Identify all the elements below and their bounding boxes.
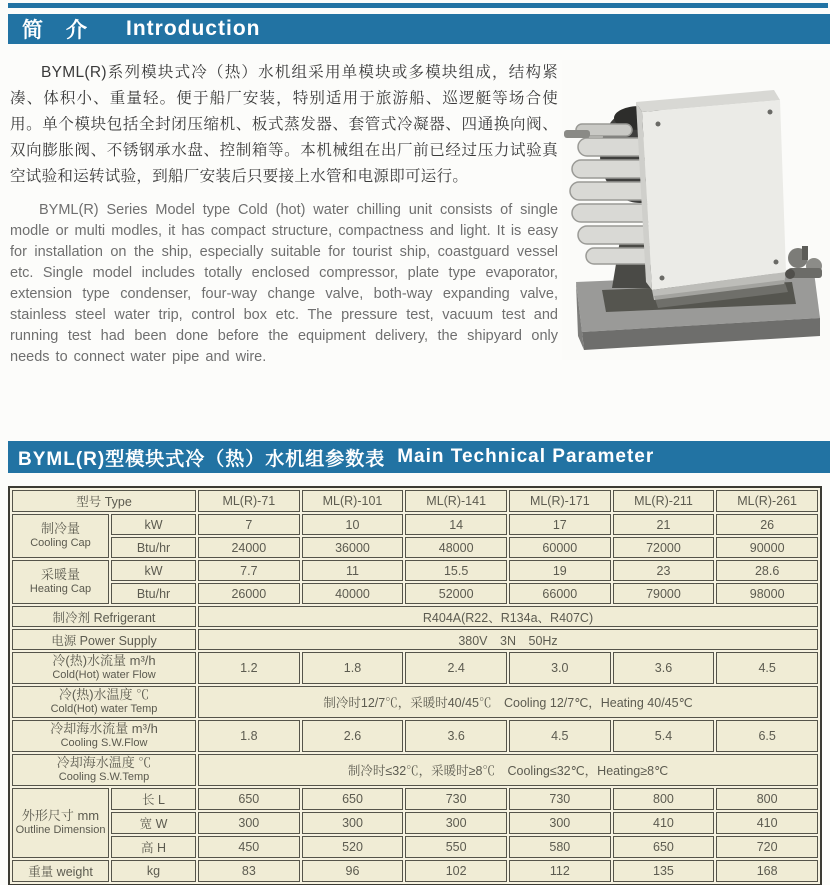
cell: 23 <box>613 560 715 581</box>
water-flow-label-en: Cold(Hot) water Flow <box>52 669 156 682</box>
refrigerant-value: R404A(R22、R134a、R407C) <box>198 606 818 627</box>
intro-text-column <box>10 52 558 368</box>
cell: 90000 <box>716 537 818 558</box>
cell: 550 <box>405 836 507 858</box>
type-header-cell: 型号 Type <box>12 490 196 512</box>
cell: 36000 <box>302 537 404 558</box>
cell: 2.4 <box>405 652 507 684</box>
intro-section-header <box>8 14 830 44</box>
seawater-temp-label-zh: 冷却海水温度 ℃ <box>56 755 152 771</box>
cell: 7 <box>198 514 300 535</box>
cell: 3.6 <box>613 652 715 684</box>
cell: 3.0 <box>509 652 611 684</box>
cell: 410 <box>613 812 715 834</box>
cell: 1.2 <box>198 652 300 684</box>
cell: 79000 <box>613 583 715 604</box>
heating-unit-kw: kW <box>111 560 196 581</box>
cooling-unit-btu: Btu/hr <box>111 537 196 558</box>
control-box <box>636 90 786 300</box>
heating-label <box>12 560 109 604</box>
row-weight <box>12 860 818 882</box>
cell: 96 <box>302 860 404 882</box>
cell: 1.8 <box>198 720 300 752</box>
row-refrigerant <box>12 606 818 627</box>
cell: 4.5 <box>716 652 818 684</box>
spec-table <box>8 486 822 885</box>
weight-label: 重量 weight <box>12 860 109 882</box>
cell: 112 <box>509 860 611 882</box>
row-power-supply <box>12 629 818 650</box>
seawater-temp-label-en: Cooling S.W.Temp <box>58 771 150 784</box>
cell: 15.5 <box>405 560 507 581</box>
cooling-label-zh: 制冷量 <box>40 521 80 537</box>
cell: 300 <box>509 812 611 834</box>
cell: 650 <box>198 788 300 810</box>
cell: 66000 <box>509 583 611 604</box>
cell: 26 <box>716 514 818 535</box>
cell: 300 <box>302 812 404 834</box>
row-seawater-flow <box>12 720 818 752</box>
width-unit: 宽 W <box>111 812 196 834</box>
intro-title-zh: 简 介 <box>22 19 88 42</box>
heating-label-en: Heating Cap <box>29 583 92 596</box>
cell: 102 <box>405 860 507 882</box>
parameter-section-header <box>8 441 830 473</box>
model-header-3: ML(R)-141 <box>405 490 507 512</box>
cooling-label-en: Cooling Cap <box>30 537 91 550</box>
cell: 580 <box>509 836 611 858</box>
cell: 6.5 <box>716 720 818 752</box>
cell: 450 <box>198 836 300 858</box>
seawater-temp-label <box>12 754 196 786</box>
cell: 5.4 <box>613 720 715 752</box>
weight-unit: kg <box>111 860 196 882</box>
seawater-flow-label-en: Cooling S.W.Flow <box>60 737 148 750</box>
cell: 10 <box>302 514 404 535</box>
cell: 72000 <box>613 537 715 558</box>
refrigerant-label: 制冷剂 Refrigerant <box>12 606 196 627</box>
cell: 1.8 <box>302 652 404 684</box>
product-photo <box>562 60 830 360</box>
cell: 730 <box>509 788 611 810</box>
seawater-temp-value: 制冷时≤32℃，采暖时≥8℃ Cooling≤32℃，Heating≥8℃ <box>198 754 818 786</box>
cell: 17 <box>509 514 611 535</box>
cell: 2.6 <box>302 720 404 752</box>
water-temp-label-en: Cold(Hot) water Temp <box>50 703 158 716</box>
cell: 800 <box>716 788 818 810</box>
cell: 650 <box>302 788 404 810</box>
model-header-6: ML(R)-261 <box>716 490 818 512</box>
dimensions-label-en: Outline Dimension <box>15 824 106 837</box>
cell: 28.6 <box>716 560 818 581</box>
cell: 4.5 <box>509 720 611 752</box>
cell: 48000 <box>405 537 507 558</box>
cell: 300 <box>405 812 507 834</box>
model-header-2: ML(R)-101 <box>302 490 404 512</box>
cell: 52000 <box>405 583 507 604</box>
cell: 3.6 <box>405 720 507 752</box>
row-heating-kw <box>12 560 818 581</box>
water-temp-label-zh: 冷(热)水温度 ℃ <box>58 687 150 703</box>
cell: 7.7 <box>198 560 300 581</box>
seawater-flow-label <box>12 720 196 752</box>
model-header-4: ML(R)-171 <box>509 490 611 512</box>
cell: 720 <box>716 836 818 858</box>
row-model-header <box>12 490 818 512</box>
intro-paragraph-zh: BYML(R)系列模块式冷（热）水机组采用单模块或多模块组成，结构紧凑、体积小、重量轻。便于船厂安装，特别适用于旅游船、巡逻艇等场合使用。单个模块包括全封闭压缩机、板式蒸发器、套管式冷凝器、四通换向阀、双向膨胀阀、不锈钢承水盘、控制箱等。本机械组在出厂前已经过压力试验真空试验和运转试验，到船厂安装后只要接上水管和电源即可运行。 <box>10 64 558 185</box>
cell: 24000 <box>198 537 300 558</box>
height-unit: 高 H <box>111 836 196 858</box>
row-dimension-height <box>12 836 818 858</box>
parameter-title-zh: BYML(R)型模块式冷（热）水机组参数表 <box>18 448 386 470</box>
cell: 300 <box>198 812 300 834</box>
model-header-5: ML(R)-211 <box>613 490 715 512</box>
power-label: 电源 Power Supply <box>12 629 196 650</box>
seawater-flow-label-zh: 冷却海水流量 m³/h <box>50 721 158 737</box>
cell: 83 <box>198 860 300 882</box>
parameter-title-en: Main Technical Parameter <box>397 446 655 467</box>
heating-label-zh: 采暖量 <box>40 567 80 583</box>
cell: 730 <box>405 788 507 810</box>
model-header-1: ML(R)-71 <box>198 490 300 512</box>
top-rule <box>8 3 828 8</box>
cell: 14 <box>405 514 507 535</box>
row-seawater-temp <box>12 754 818 786</box>
water-flow-label <box>12 652 196 684</box>
cooling-label <box>12 514 109 558</box>
dimensions-label-zh: 外形尺寸 mm <box>21 808 100 824</box>
intro-paragraph-en: BYML(R) Series Model type Cold (hot) water chilling unit consists of single modle or multi modles, it has compact structure, compactness and light. It is easy for installation on the ship, especially suitable for tourist ship, coastguard vessel etc. Single model includes totally enclosed compressor, plate type evaporator, extension type condenser, four-way change valve, both-way expanding valve, stainless steel water trip, control box etc. The pressure test, vacuum test and running test had been done before the equipment delivery, the shipyard only needs to connect water pipe and wire. <box>10 202 558 365</box>
intro-title-en: Introduction <box>126 17 261 40</box>
cell: 98000 <box>716 583 818 604</box>
cell: 650 <box>613 836 715 858</box>
cell: 168 <box>716 860 818 882</box>
cell: 800 <box>613 788 715 810</box>
pipe-stub <box>564 130 590 138</box>
power-value: 380V 3N 50Hz <box>198 629 818 650</box>
cooling-unit-kw: kW <box>111 514 196 535</box>
cell: 410 <box>716 812 818 834</box>
water-flow-label-zh: 冷(热)水流量 m³/h <box>52 653 156 669</box>
cell: 520 <box>302 836 404 858</box>
length-unit: 长 L <box>111 788 196 810</box>
cell: 26000 <box>198 583 300 604</box>
row-water-flow <box>12 652 818 684</box>
cell: 40000 <box>302 583 404 604</box>
row-heating-btu <box>12 583 818 604</box>
row-cooling-kw <box>12 514 818 535</box>
dimensions-label <box>12 788 109 858</box>
cell: 135 <box>613 860 715 882</box>
row-cooling-btu <box>12 537 818 558</box>
row-dimension-length <box>12 788 818 810</box>
water-temp-value: 制冷时12/7℃，采暖时40/45℃ Cooling 12/7℃，Heating 40/45℃ <box>198 686 818 718</box>
water-temp-label <box>12 686 196 718</box>
chiller-unit-illustration <box>562 60 830 360</box>
cell: 11 <box>302 560 404 581</box>
cell: 21 <box>613 514 715 535</box>
row-water-temp <box>12 686 818 718</box>
row-dimension-width <box>12 812 818 834</box>
cell: 19 <box>509 560 611 581</box>
cell: 60000 <box>509 537 611 558</box>
heating-unit-btu: Btu/hr <box>111 583 196 604</box>
